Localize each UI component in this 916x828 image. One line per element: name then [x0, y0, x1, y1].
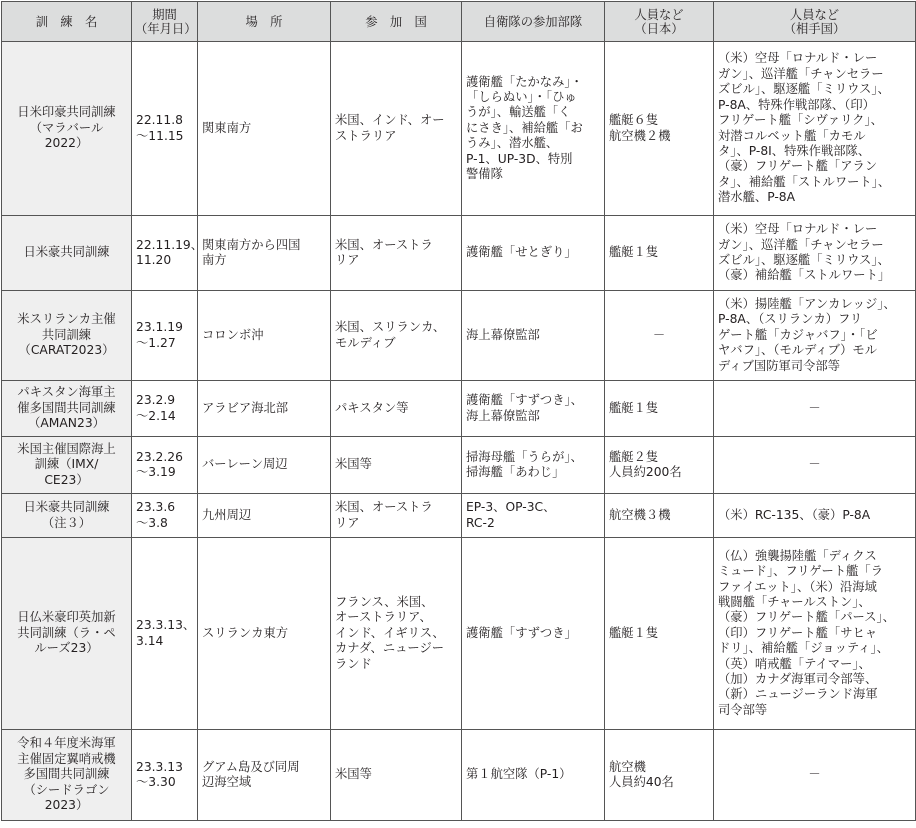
exercise-countries: 米国、スリランカ、 モルディブ	[331, 291, 462, 381]
exercise-period: 23.1.19 ～1.27	[132, 291, 198, 381]
exercise-units: 護衛艦「すずつき」	[462, 538, 605, 730]
table-row	[2, 494, 916, 538]
exercise-name: 日米印豪共同訓練 （マラバール 2022）	[2, 42, 132, 216]
exercise-personnel-jp: 艦艇１隻	[605, 538, 714, 730]
exercise-units: 護衛艦「せとぎり」	[462, 216, 605, 291]
exercise-place: グアム島及び同周 辺海空域	[198, 730, 331, 821]
exercise-personnel-partner: －	[714, 730, 916, 821]
exercise-personnel-partner: （仏）強襲揚陸艦「ディクス ミュード」、フリゲート艦「ラ ファイエット」、（米）沿海域 戦闘艦「チャールストン」、 （豪）フリゲート艦「パース」、 （印）フリゲート艦「サヒャ ドリ」、補給艦「ジョッティ」、 （英）哨戒艦「テイマー」、 （加）カナダ海軍司令部等、 （新）ニュージーランド海軍 司令部等	[714, 538, 916, 730]
exercise-personnel-partner: －	[714, 381, 916, 437]
exercise-name: パキスタン海軍主 催多国間共同訓練 （AMAN23）	[2, 381, 132, 437]
exercise-personnel-partner: －	[714, 437, 916, 494]
header-personnel-partner: 人員など （相手国）	[714, 2, 916, 42]
exercise-place: 関東南方から四国 南方	[198, 216, 331, 291]
exercise-personnel-jp: 艦艇６隻 航空機２機	[605, 42, 714, 216]
exercise-name: 米スリランカ主催 共同訓練 （CARAT2023）	[2, 291, 132, 381]
table-row	[2, 42, 916, 216]
exercise-units: 護衛艦「すずつき」、 海上幕僚監部	[462, 381, 605, 437]
exercise-place: 関東南方	[198, 42, 331, 216]
exercise-countries: パキスタン等	[331, 381, 462, 437]
header-personnel-jp: 人員など （日本）	[605, 2, 714, 42]
exercise-personnel-jp: 艦艇２隻 人員約200名	[605, 437, 714, 494]
exercise-name: 日米豪共同訓練 （注３）	[2, 494, 132, 538]
exercise-period: 22.11.8 ～11.15	[132, 42, 198, 216]
exercise-countries: 米国、オーストラ リア	[331, 494, 462, 538]
exercise-table	[1, 1, 916, 821]
table-row	[2, 437, 916, 494]
header-period: 期間 （年月日）	[132, 2, 198, 42]
exercise-countries: 米国等	[331, 437, 462, 494]
header-countries: 参 加 国	[331, 2, 462, 42]
exercise-period: 23.3.13、 3.14	[132, 538, 198, 730]
exercise-name: 日米豪共同訓練	[2, 216, 132, 291]
exercise-period: 23.3.6 ～3.8	[132, 494, 198, 538]
exercise-personnel-partner: （米）揚陸艦「アンカレッジ」、 P-8A、（スリランカ）フリ ゲート艦「カジャバフ」・「ビ ヤバフ」、（モルディブ）モル ディブ国防軍司令部等	[714, 291, 916, 381]
table-row	[2, 216, 916, 291]
exercise-period: 23.3.13 ～3.30	[132, 730, 198, 821]
exercise-countries: 米国、インド、オー ストラリア	[331, 42, 462, 216]
exercise-personnel-partner: （米）RC-135、（豪）P-8A	[714, 494, 916, 538]
exercise-personnel-partner: （米）空母「ロナルド・レー ガン」、巡洋艦「チャンセラー ズビル」、駆逐艦「ミリウス」、 （豪）補給艦「ストルワート」	[714, 216, 916, 291]
exercise-personnel-jp: 艦艇１隻	[605, 216, 714, 291]
exercise-period: 23.2.26 ～3.19	[132, 437, 198, 494]
table-row	[2, 538, 916, 730]
exercise-name: 日仏米豪印英加新 共同訓練（ラ・ペ ルーズ23）	[2, 538, 132, 730]
exercise-personnel-partner: （米）空母「ロナルド・レー ガン」、巡洋艦「チャンセラー ズビル」、駆逐艦「ミリウス」、 P-8A、特殊作戦部隊、（印） フリゲート艦「シヴァリク」、 対潜コルベット艦「カモル タ」、P-8I、特殊作戦部隊、 （豪）フリゲート艦「アラン タ」、補給艦「ストルワート」、 潜水艦、P-8A	[714, 42, 916, 216]
exercise-place: スリランカ東方	[198, 538, 331, 730]
exercise-place: 九州周辺	[198, 494, 331, 538]
exercise-personnel-jp: 航空機 人員約40名	[605, 730, 714, 821]
exercise-name: 米国主催国際海上 訓練（IMX/ CE23）	[2, 437, 132, 494]
exercise-units: 第１航空隊（P-1）	[462, 730, 605, 821]
exercise-place: バーレーン周辺	[198, 437, 331, 494]
header-row	[2, 2, 916, 42]
exercise-personnel-jp: 航空機３機	[605, 494, 714, 538]
exercise-personnel-jp: 艦艇１隻	[605, 381, 714, 437]
exercise-countries: 米国、オーストラ リア	[331, 216, 462, 291]
exercise-units: EP-3、OP-3C、 RC-2	[462, 494, 605, 538]
exercise-units: 海上幕僚監部	[462, 291, 605, 381]
table-row	[2, 730, 916, 821]
exercise-period: 22.11.19、 11.20	[132, 216, 198, 291]
header-units: 自衛隊の参加部隊	[462, 2, 605, 42]
table-row	[2, 381, 916, 437]
header-place: 場 所	[198, 2, 331, 42]
exercise-place: アラビア海北部	[198, 381, 331, 437]
exercise-personnel-jp: －	[605, 291, 714, 381]
exercise-period: 23.2.9 ～2.14	[132, 381, 198, 437]
exercise-countries: フランス、米国、 オーストラリア、 インド、イギリス、 カナダ、ニュージー ランド	[331, 538, 462, 730]
header-name: 訓 練 名	[2, 2, 132, 42]
exercise-name: 令和４年度米海軍 主催固定翼哨戒機 多国間共同訓練 （シードラゴン 2023）	[2, 730, 132, 821]
exercise-place: コロンボ沖	[198, 291, 331, 381]
exercise-units: 護衛艦「たかなみ」・ 「しらぬい」・「ひゅ うが」、輸送艦「く にさき」、補給艦「お うみ」、潜水艦、 P-1、UP-3D、特別 警備隊	[462, 42, 605, 216]
exercise-units: 掃海母艦「うらが」、 掃海艦「あわじ」	[462, 437, 605, 494]
table-row	[2, 291, 916, 381]
exercise-countries: 米国等	[331, 730, 462, 821]
